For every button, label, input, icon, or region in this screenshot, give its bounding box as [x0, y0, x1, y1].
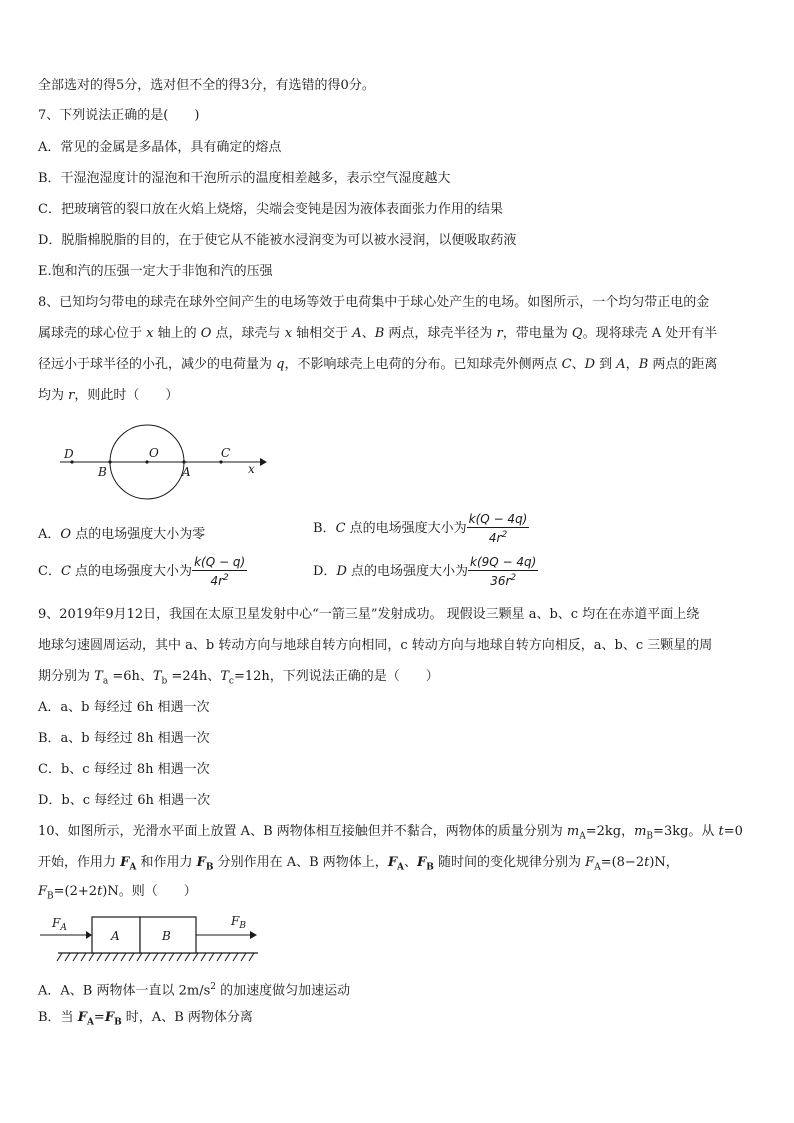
force-a-label: $F_A$	[52, 916, 67, 933]
q10-line-1: 10、如图所示，光滑水平面上放置 A、B 两物体相互接触但并不黏合，两物体的质量分别为 $m_A=2kg$，$m_B=3kg$。从 t=0	[38, 824, 743, 842]
block-b-label: B	[162, 929, 171, 943]
point-a-dot	[182, 460, 185, 463]
q7-option-e: E.饱和汽的压强一定大于非饱和汽的压强	[38, 264, 273, 279]
q8-line-4: 均为 r，则此时（ ）	[38, 388, 179, 403]
q8-option-b: B．C 点的电场强度大小为 $\frac{k(Q - 4q)}{4r^2}$	[313, 512, 528, 545]
force-a-arrow-head	[86, 931, 92, 939]
q7-option-a: A．常见的金属是多晶体，具有确定的熔点	[38, 140, 282, 155]
q8-d-fraction: $\frac{k(9Q - 4q)}{36r^2}$	[470, 555, 537, 588]
q9-option-b: B．a、b 每经过 8h 相遇一次	[38, 731, 210, 746]
q8-option-a: A．O 点的电场强度大小为零	[38, 527, 206, 542]
q10-option-a: A．A、B 两物体一直以 $2m/s^2$ 的加速度做匀加速运动	[38, 982, 351, 999]
q7-option-b: B．干湿泡湿度计的湿泡和干泡所示的温度相差越多，表示空气湿度越大	[38, 171, 451, 186]
label-o: O	[149, 446, 159, 460]
q8-line-1: 8、已知均匀带电的球壳在球外空间产生的电场等效于电荷集中于球心处产生的电场。如图所示，一个均匀带正电的金	[38, 295, 710, 310]
intro-text: 全部选对的得5分，选对但不全的得3分，有选错的得0分。	[38, 78, 375, 93]
q10-line-2: 开始，作用力 $F_A$ 和作用力 $F_B$ 分别作用在 A、B 两物体上，$F_A$、$F_B$ 随时间的变化规律分别为 $F_A=(8-2t)N$，	[38, 855, 679, 873]
label-a: A	[182, 465, 191, 479]
force-b-label: $F_B$	[231, 914, 246, 931]
q9-option-c: C．b、c 每经过 8h 相遇一次	[38, 762, 210, 777]
q8-line-3: 径远小于球半径的小孔，减少的电荷量为 q，不影响球壳上电荷的分布。已知球壳外侧两点 C、D 到 A，B 两点的距离	[38, 357, 718, 372]
q9-option-a: A．a、b 每经过 6h 相遇一次	[38, 700, 210, 715]
point-c-dot	[219, 460, 222, 463]
q9-line-2: 地球匀速圆周运动，其中 a、b 转动方向与地球自转方向相同，c 转动方向与地球自转方向相反，a、b、c 三颗星的周	[38, 638, 713, 653]
block-a-label: A	[111, 929, 120, 943]
q8-sphere-figure	[55, 420, 270, 505]
q8-option-c: C．C 点的电场强度大小为 $\frac{k(Q - q)}{4r^2}$	[38, 555, 246, 588]
q9-line-1: 9、2019年9月12日，我国在太原卫星发射中心“一箭三星”发射成功。 现假设三颗星 a、b、c 均在在赤道平面上绕	[38, 607, 700, 622]
ground-hatching	[57, 953, 254, 961]
x-axis-arrow	[260, 458, 267, 466]
q7-option-d: D．脱脂棉脱脂的目的，在于使它从不能被水浸润变为可以被水浸润，以便吸取药液	[38, 233, 517, 248]
q9-line-3: 期分别为 $T_a =6h$、$T_b =24h$、$T_c=12h$，下列说法正确的是（ ）	[38, 669, 439, 687]
q10-line-3: $F_B=(2+2t)N$。则（ ）	[38, 884, 197, 902]
q8-option-d: D．D 点的电场强度大小为 $\frac{k(9Q - 4q)}{36r^2}$	[313, 555, 537, 588]
q8-c-fraction: $\frac{k(Q - q)}{4r^2}$	[194, 555, 246, 588]
q8-b-fraction: $\frac{k(Q - 4q)}{4r^2}$	[468, 512, 528, 545]
label-d: D	[64, 447, 74, 461]
q7-option-c: C．把玻璃管的裂口放在火焰上烧熔，尖端会变钝是因为液体表面张力作用的结果	[38, 202, 503, 217]
label-c: C	[221, 446, 231, 460]
q10-blocks-figure	[38, 905, 268, 967]
q7-stem: 7、下列说法正确的是( )	[38, 108, 200, 123]
q9-option-d: D．b、c 每经过 6h 相遇一次	[38, 793, 211, 808]
point-o-dot	[145, 460, 148, 463]
force-b-arrow-head	[250, 931, 257, 939]
point-b-dot	[108, 460, 111, 463]
label-b: B	[98, 465, 107, 479]
q8-line-2: 属球壳的球心位于 x 轴上的 O 点，球壳与 x 轴相交于 A、B 两点，球壳半径为 r，带电量为 Q。现将球壳 A 处开有半	[38, 326, 718, 341]
q10-option-b: B．当 $F_A=F_B$ 时，A、B 两物体分离	[38, 1010, 253, 1028]
label-x: x	[248, 462, 255, 476]
